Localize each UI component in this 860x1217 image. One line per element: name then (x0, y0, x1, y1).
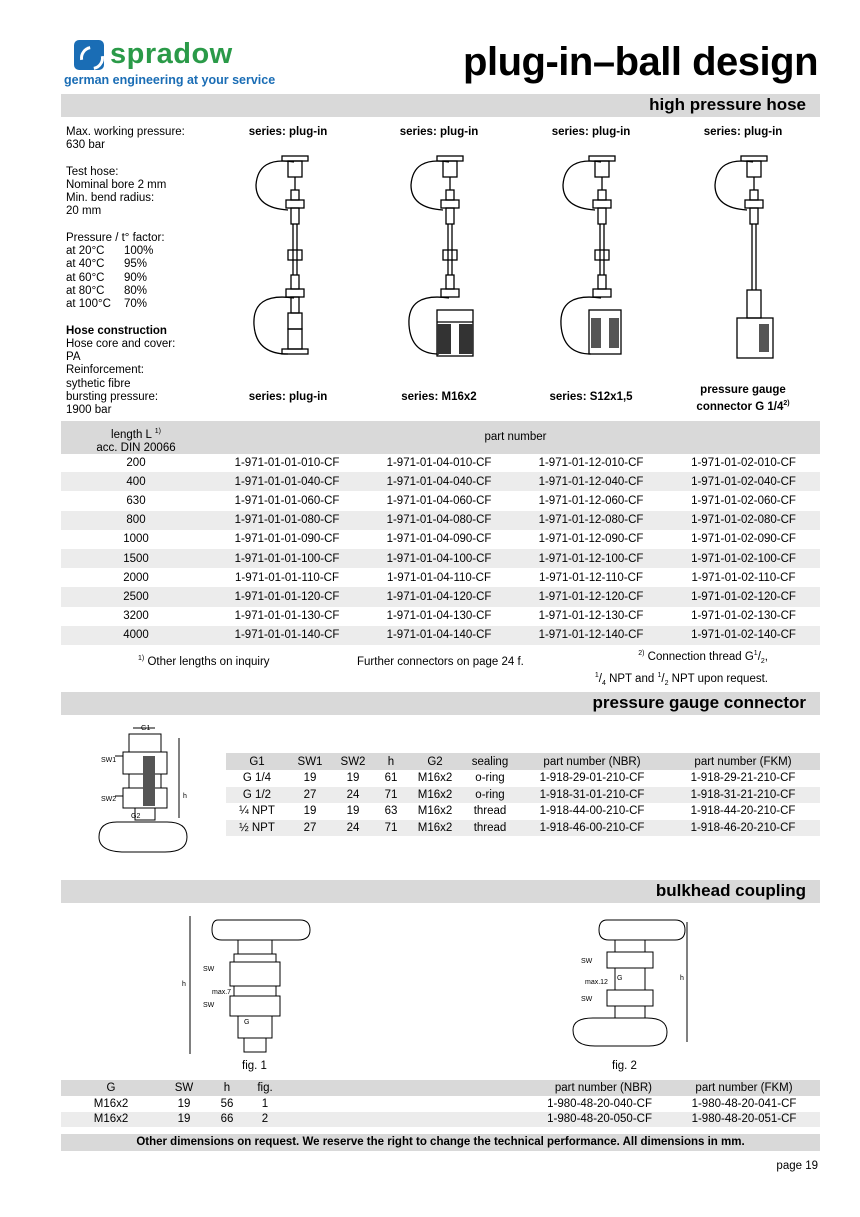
table-cell: 1-971-01-04-130-CF (386, 610, 492, 623)
table-cell: M16x2 (417, 805, 453, 818)
table-cell: 1-971-01-04-100-CF (363, 549, 515, 568)
hose-drawing-plug-in (238, 150, 338, 362)
table-cell: 27 (288, 820, 332, 837)
spec-max-pressure-value: 630 bar (66, 139, 106, 152)
table-cell: 1-971-01-02-140-CF (667, 626, 820, 645)
table-row (61, 453, 820, 472)
table-cell: M16x2 (93, 1097, 129, 1110)
table-row (61, 530, 820, 549)
table-cell: 1-971-01-02-100-CF (667, 549, 820, 568)
table-cell: 1-918-46-00-210-CF (518, 820, 666, 837)
table-cell: part number (FKM) (668, 1080, 820, 1096)
table-cell: SW1 (288, 753, 332, 770)
table-cell: part number (NBR) (283, 1080, 668, 1096)
table-cell: 1-971-01-02-010-CF (691, 456, 796, 469)
table-cell: 1-971-01-02-080-CF (667, 511, 820, 530)
table-cell: 1-971-01-02-090-CF (691, 533, 796, 546)
table-cell: 1-918-29-01-210-CF (539, 772, 645, 785)
table-cell: 1-918-44-20-210-CF (690, 805, 796, 818)
table-cell: 2000 (123, 571, 149, 584)
col-length-header: length L $^{1)}$ acc. DIN 20066 (96, 428, 176, 454)
table-cell: part number (NBR) (518, 753, 666, 770)
spec-min-bend-value: 20 mm (66, 205, 102, 218)
table-row (61, 511, 820, 530)
series-label-top: series: plug-in (703, 126, 783, 138)
table-cell: ¼ NPT (239, 805, 275, 818)
table-cell: 63 (384, 805, 398, 818)
table-cell: 1-971-01-04-040-CF (363, 472, 515, 491)
label-g2: G2 (131, 813, 141, 820)
gauge-connector-drawing (95, 722, 195, 862)
hose-table (61, 453, 820, 645)
table-cell: 27 (288, 787, 332, 804)
table-cell: thread (473, 805, 507, 818)
table-cell: 1-918-31-21-210-CF (666, 787, 820, 804)
table-cell: M16x2 (408, 820, 462, 837)
fig1-caption: fig. 1 (242, 1060, 267, 1072)
table-cell: 1-918-31-01-210-CF (518, 787, 666, 804)
table-row (61, 587, 820, 606)
fig2-caption: fig. 2 (612, 1060, 637, 1072)
table-row (61, 491, 820, 510)
table-cell: 1000 (123, 533, 149, 546)
col-part-header: part number (484, 431, 547, 443)
bulkhead-table (61, 1080, 820, 1127)
table-cell: 2500 (61, 587, 211, 606)
table-cell: 630 (126, 494, 146, 507)
table-cell: 1-980-48-20-051-CF (668, 1112, 820, 1128)
table-cell: 61 (384, 772, 398, 785)
spec-nominal-bore: Nominal bore 2 mm (66, 178, 167, 191)
hose-table-header (61, 421, 820, 454)
table-cell: 1-971-01-02-040-CF (667, 472, 820, 491)
bulkhead-fig1-drawing (178, 912, 328, 1062)
table-cell: 19 (177, 1097, 191, 1110)
table-cell: 1-971-01-04-060-CF (386, 494, 492, 507)
factor-row: at 60°C 90% (66, 271, 148, 284)
note-connection-thread: $^{2)}$ Connection thread $G^1/_2$, $^1/_4$ NPT and $^1/_2$ NPT upon request. (594, 650, 768, 688)
table-cell: 1-971-01-12-110-CF (539, 571, 643, 584)
table-cell: thread (462, 820, 518, 837)
page-number: page 19 (776, 1160, 818, 1172)
table-cell: 1-971-01-12-090-CF (538, 533, 644, 546)
table-row (61, 472, 820, 491)
brand-logo-icon (74, 40, 104, 70)
table-cell: 1-971-01-01-090-CF (234, 533, 340, 546)
table-cell: M16x2 (417, 772, 453, 785)
table-cell: 1-971-01-12-080-CF (515, 511, 667, 530)
series-label-bottom: series: S12x1,5 (549, 391, 633, 403)
label-g1: G1 (141, 725, 151, 732)
table-cell: 1-971-01-12-140-CF (515, 626, 667, 645)
spec-burst-value: 1900 bar (66, 404, 112, 417)
table-cell: 1-971-01-02-120-CF (667, 587, 820, 606)
table-cell: 1-971-01-12-120-CF (515, 587, 667, 606)
section-title-bulkhead: bulkhead coupling (655, 881, 806, 900)
table-cell: 71 (374, 787, 408, 804)
table-cell: 24 (332, 787, 374, 804)
hose-drawing-m16 (393, 150, 493, 362)
table-cell: 1-971-01-01-120-CF (211, 587, 363, 606)
table-cell: 1-971-01-04-110-CF (387, 571, 491, 584)
label-sw: SW (581, 958, 593, 965)
brand-tagline: german engineering at your service (64, 73, 276, 87)
table-cell: 400 (61, 472, 211, 491)
table-cell: 1-971-01-01-040-CF (211, 472, 363, 491)
factor-row: at 80°C 80% (66, 284, 148, 297)
table-cell: h (207, 1080, 247, 1096)
table-cell: 1-971-01-12-040-CF (515, 472, 667, 491)
table-cell: 1-971-01-12-060-CF (538, 494, 644, 507)
table-cell: 19 (346, 805, 360, 818)
label-sw2: SW2 (101, 796, 117, 803)
table-cell: 1-971-01-04-080-CF (363, 511, 515, 530)
table-cell: G2 (408, 753, 462, 770)
table-row (61, 1112, 820, 1128)
series-label-top: series: plug-in (248, 126, 328, 138)
table-cell: 1-971-01-02-110-CF (691, 571, 796, 584)
table-cell: fig. (247, 1080, 283, 1096)
table-cell: 1-971-01-02-060-CF (691, 494, 796, 507)
series-label-bottom: series: M16x2 (401, 391, 477, 403)
spec-construction-label: Hose construction (66, 324, 167, 337)
factor-row: at 100°C 70% (66, 298, 148, 311)
table-cell: M16x2 (61, 1112, 161, 1128)
table-cell: 1-971-01-01-080-CF (211, 511, 363, 530)
spec-core-label: Hose core and cover: (66, 337, 176, 350)
table-cell: G 1/4 (242, 772, 272, 785)
factor-row: at 40°C 95% (66, 258, 148, 271)
table-row (61, 607, 820, 626)
table-cell: 1-980-48-20-050-CF (283, 1112, 668, 1128)
series-label-gauge: pressure gauge connector G 1/4$^{2)}$ (696, 384, 790, 413)
table-cell: 19 (303, 805, 317, 818)
table-cell: 1-918-29-21-210-CF (690, 772, 796, 785)
table-cell: G1 (226, 753, 288, 770)
footer-note: Other dimensions on request. We reserve the right to change the technical performance. All dimensions in mm. (61, 1134, 820, 1151)
table-cell: 1-980-48-20-041-CF (691, 1097, 797, 1110)
label-sw1: SW1 (101, 757, 117, 764)
table-cell: o-ring (475, 772, 505, 785)
table-cell: h (374, 753, 408, 770)
label-h: h (680, 975, 684, 982)
label-sw: SW (203, 1002, 215, 1009)
table-cell: 1-918-46-20-210-CF (666, 820, 820, 837)
table-cell: 800 (61, 511, 211, 530)
table-cell: SW (161, 1080, 207, 1096)
spec-test-hose-label: Test hose: (66, 165, 119, 178)
table-cell: 1-971-01-01-100-CF (211, 549, 363, 568)
bulkhead-fig2-drawing (565, 912, 695, 1062)
table-cell: 1 (261, 1097, 269, 1110)
table-cell: 19 (161, 1112, 207, 1128)
series-label-top: series: plug-in (399, 126, 479, 138)
series-label-top: series: plug-in (551, 126, 631, 138)
label-g: G (617, 975, 623, 982)
table-cell: part number (FKM) (666, 753, 820, 770)
table-cell: 71 (374, 820, 408, 837)
table-cell: 1-918-44-00-210-CF (539, 805, 645, 818)
table-cell: 19 (346, 772, 360, 785)
table-cell: 1-971-01-01-060-CF (234, 494, 340, 507)
spec-burst-label: bursting pressure: (66, 391, 159, 404)
spec-core-value: PA (66, 351, 81, 364)
spec-reinf-value: sythetic fibre (66, 377, 131, 390)
label-max7: max.7 (212, 989, 232, 996)
table-cell: 1-971-01-04-140-CF (363, 626, 515, 645)
table-cell: 1-971-01-02-130-CF (691, 610, 796, 623)
table-cell: G (61, 1080, 161, 1096)
section-bar-bulkhead (61, 880, 820, 903)
table-cell: 1-971-01-12-100-CF (515, 549, 667, 568)
hose-drawing-gauge (697, 150, 797, 362)
section-bar-hose (61, 94, 820, 117)
table-row (226, 803, 820, 820)
spec-max-pressure-label: Max. working pressure: (66, 126, 185, 138)
table-cell: 1-971-01-04-120-CF (363, 587, 515, 606)
table-row (226, 787, 820, 804)
table-cell: 200 (126, 456, 146, 469)
table-cell: 1-971-01-01-110-CF (235, 571, 339, 584)
table-cell: 3200 (123, 610, 149, 623)
page-title: plug-in–ball design (463, 40, 818, 84)
note-further-connectors: Further connectors on page 24 f. (357, 656, 524, 668)
hose-drawing-s12 (545, 150, 645, 362)
series-label-bottom: series: plug-in (248, 391, 328, 403)
table-cell: 1-971-01-01-010-CF (234, 456, 340, 469)
table-cell: SW2 (332, 753, 374, 770)
section-bar-gauge (61, 692, 820, 715)
table-cell: M16x2 (408, 787, 462, 804)
table-cell: 19 (303, 772, 317, 785)
table-row (61, 626, 820, 645)
table-cell: 1-980-48-20-040-CF (547, 1097, 652, 1110)
label-h: h (183, 793, 187, 800)
spec-factor-label: Pressure / t° factor: (66, 231, 165, 244)
table-cell: 4000 (61, 626, 211, 645)
label-g: G (244, 1019, 250, 1026)
table-cell: 1-971-01-12-130-CF (538, 610, 644, 623)
table-header-row (61, 1080, 820, 1096)
label-max12: max.12 (585, 979, 608, 986)
spec-reinf-label: Reinforcement: (66, 364, 144, 377)
section-title-hose: high pressure hose (649, 95, 806, 114)
table-row (226, 820, 820, 837)
table-row (61, 568, 820, 587)
hose-specs (66, 126, 226, 418)
table-cell: 1-971-01-01-130-CF (234, 610, 340, 623)
table-row (61, 549, 820, 568)
table-row (226, 770, 820, 787)
note-other-lengths: $^{1)}$ Other lengths on inquiry (138, 655, 270, 668)
table-cell: 1-971-01-04-090-CF (386, 533, 492, 546)
gauge-table (226, 753, 820, 836)
brand-name: spradow (110, 38, 233, 70)
table-cell: 1-971-01-01-140-CF (211, 626, 363, 645)
table-cell: ½ NPT (226, 820, 288, 837)
table-cell: 1-971-01-12-010-CF (538, 456, 644, 469)
table-cell: o-ring (462, 787, 518, 804)
label-sw: SW (581, 996, 593, 1003)
table-cell: 56 (220, 1097, 234, 1110)
table-cell: 1500 (61, 549, 211, 568)
table-cell: sealing (462, 753, 518, 770)
table-cell: 24 (332, 820, 374, 837)
table-cell: 2 (247, 1112, 283, 1128)
label-sw: SW (203, 966, 215, 973)
spec-min-bend-label: Min. bend radius: (66, 192, 155, 205)
table-row (61, 1096, 820, 1112)
label-h: h (182, 981, 186, 988)
table-header-row (226, 753, 820, 770)
table-cell: 1-971-01-04-010-CF (386, 456, 492, 469)
table-cell: G 1/2 (226, 787, 288, 804)
factor-row: at 20°C 100% (66, 245, 154, 258)
section-title-gauge: pressure gauge connector (592, 693, 806, 712)
table-cell: 66 (207, 1112, 247, 1128)
